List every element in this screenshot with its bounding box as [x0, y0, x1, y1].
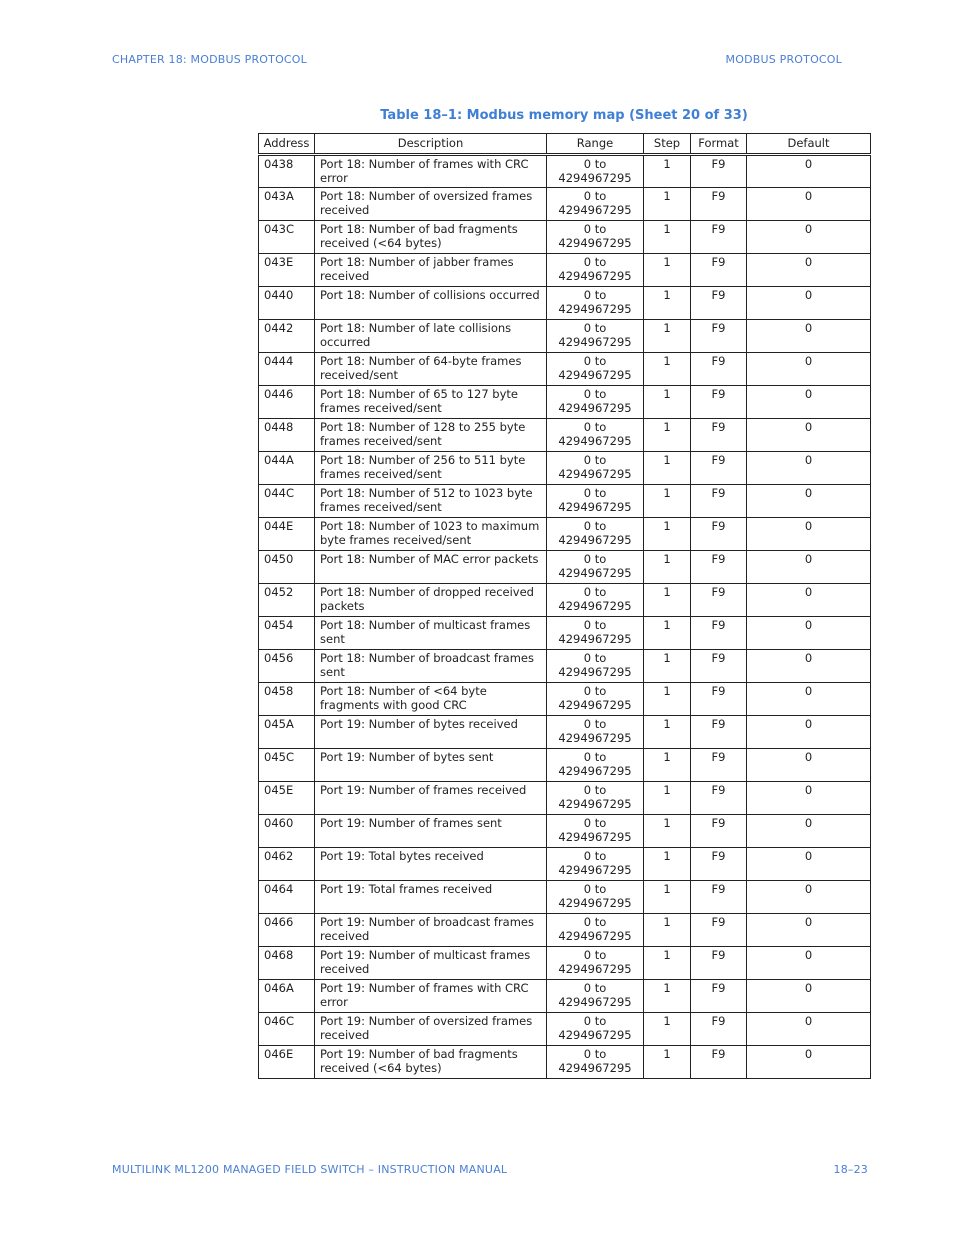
cell-format: F9	[691, 518, 747, 551]
cell-step: 1	[644, 485, 691, 518]
cell-address: 043E	[259, 254, 315, 287]
cell-step: 1	[644, 815, 691, 848]
cell-range: 0 to 4294967295	[547, 980, 644, 1013]
cell-default: 0	[747, 881, 871, 914]
cell-description: Port 18: Number of multicast frames sent	[315, 617, 547, 650]
cell-default: 0	[747, 518, 871, 551]
cell-step: 1	[644, 749, 691, 782]
column-header-description: Description	[315, 134, 547, 155]
table-row	[259, 980, 871, 1013]
cell-format: F9	[691, 716, 747, 749]
cell-step: 1	[644, 551, 691, 584]
cell-step: 1	[644, 650, 691, 683]
cell-step: 1	[644, 947, 691, 980]
table-row	[259, 1046, 871, 1079]
cell-address: 0462	[259, 848, 315, 881]
cell-default: 0	[747, 848, 871, 881]
table-row	[259, 419, 871, 452]
cell-range: 0 to 4294967295	[547, 881, 644, 914]
cell-address: 046A	[259, 980, 315, 1013]
table-row	[259, 914, 871, 947]
column-header-step: Step	[644, 134, 691, 155]
cell-address: 044A	[259, 452, 315, 485]
cell-address: 0442	[259, 320, 315, 353]
running-header-chapter: CHAPTER 18: MODBUS PROTOCOL	[112, 53, 307, 66]
cell-address: 0458	[259, 683, 315, 716]
cell-format: F9	[691, 254, 747, 287]
cell-step: 1	[644, 155, 691, 188]
running-footer-manual-title: MULTILINK ML1200 MANAGED FIELD SWITCH – INSTRUCTION MANUAL	[112, 1163, 508, 1176]
cell-address: 045E	[259, 782, 315, 815]
column-header-address: Address	[259, 134, 315, 155]
cell-step: 1	[644, 980, 691, 1013]
cell-range: 0 to 4294967295	[547, 650, 644, 683]
table-row	[259, 452, 871, 485]
cell-default: 0	[747, 353, 871, 386]
table-header-row	[259, 134, 871, 155]
cell-step: 1	[644, 386, 691, 419]
cell-step: 1	[644, 452, 691, 485]
cell-range: 0 to 4294967295	[547, 947, 644, 980]
cell-description: Port 18: Number of 64-byte frames received/sent	[315, 353, 547, 386]
cell-step: 1	[644, 287, 691, 320]
cell-description: Port 19: Number of oversized frames received	[315, 1013, 547, 1046]
cell-format: F9	[691, 386, 747, 419]
cell-format: F9	[691, 419, 747, 452]
cell-description: Port 18: Number of dropped received packets	[315, 584, 547, 617]
cell-range: 0 to 4294967295	[547, 254, 644, 287]
cell-format: F9	[691, 155, 747, 188]
running-header-section: MODBUS PROTOCOL	[725, 53, 842, 66]
modbus-memory-map-table	[258, 133, 871, 1079]
cell-range: 0 to 4294967295	[547, 551, 644, 584]
cell-format: F9	[691, 815, 747, 848]
cell-range: 0 to 4294967295	[547, 386, 644, 419]
cell-range: 0 to 4294967295	[547, 518, 644, 551]
cell-address: 043A	[259, 188, 315, 221]
cell-description: Port 18: Number of 1023 to maximum byte frames received/sent	[315, 518, 547, 551]
cell-description: Port 18: Number of collisions occurred	[315, 287, 547, 320]
cell-range: 0 to 4294967295	[547, 914, 644, 947]
cell-default: 0	[747, 1013, 871, 1046]
cell-address: 0454	[259, 617, 315, 650]
cell-range: 0 to 4294967295	[547, 287, 644, 320]
cell-step: 1	[644, 221, 691, 254]
cell-description: Port 18: Number of frames with CRC error	[315, 155, 547, 188]
cell-default: 0	[747, 485, 871, 518]
table-row	[259, 584, 871, 617]
cell-address: 046C	[259, 1013, 315, 1046]
cell-address: 045A	[259, 716, 315, 749]
table-row	[259, 518, 871, 551]
cell-description: Port 18: Number of <64 byte fragments with good CRC	[315, 683, 547, 716]
cell-address: 0464	[259, 881, 315, 914]
cell-description: Port 19: Total bytes received	[315, 848, 547, 881]
cell-default: 0	[747, 452, 871, 485]
cell-step: 1	[644, 584, 691, 617]
cell-address: 0440	[259, 287, 315, 320]
cell-step: 1	[644, 617, 691, 650]
cell-address: 044E	[259, 518, 315, 551]
cell-format: F9	[691, 221, 747, 254]
cell-address: 0446	[259, 386, 315, 419]
cell-address: 0452	[259, 584, 315, 617]
cell-address: 0438	[259, 155, 315, 188]
table-row	[259, 815, 871, 848]
cell-description: Port 19: Number of frames with CRC error	[315, 980, 547, 1013]
cell-default: 0	[747, 683, 871, 716]
cell-step: 1	[644, 320, 691, 353]
cell-range: 0 to 4294967295	[547, 188, 644, 221]
cell-step: 1	[644, 881, 691, 914]
cell-range: 0 to 4294967295	[547, 848, 644, 881]
cell-description: Port 19: Number of frames received	[315, 782, 547, 815]
table-row	[259, 320, 871, 353]
cell-format: F9	[691, 683, 747, 716]
cell-description: Port 19: Number of bytes received	[315, 716, 547, 749]
cell-address: 0460	[259, 815, 315, 848]
table-body	[259, 155, 871, 1079]
cell-address: 0456	[259, 650, 315, 683]
table-row	[259, 386, 871, 419]
cell-address: 045C	[259, 749, 315, 782]
cell-format: F9	[691, 881, 747, 914]
cell-default: 0	[747, 815, 871, 848]
cell-step: 1	[644, 419, 691, 452]
table-row	[259, 551, 871, 584]
cell-format: F9	[691, 188, 747, 221]
cell-address: 0444	[259, 353, 315, 386]
cell-format: F9	[691, 1013, 747, 1046]
cell-description: Port 18: Number of 65 to 127 byte frames received/sent	[315, 386, 547, 419]
table-row	[259, 287, 871, 320]
cell-description: Port 18: Number of 256 to 511 byte frames received/sent	[315, 452, 547, 485]
table-row	[259, 716, 871, 749]
cell-description: Port 18: Number of 128 to 255 byte frames received/sent	[315, 419, 547, 452]
cell-default: 0	[747, 155, 871, 188]
cell-address: 0466	[259, 914, 315, 947]
cell-description: Port 18: Number of oversized frames received	[315, 188, 547, 221]
cell-default: 0	[747, 320, 871, 353]
table-row	[259, 947, 871, 980]
table-row	[259, 683, 871, 716]
cell-description: Port 19: Number of multicast frames received	[315, 947, 547, 980]
cell-range: 0 to 4294967295	[547, 782, 644, 815]
cell-format: F9	[691, 848, 747, 881]
cell-address: 0450	[259, 551, 315, 584]
cell-default: 0	[747, 980, 871, 1013]
table-row	[259, 881, 871, 914]
cell-format: F9	[691, 287, 747, 320]
cell-format: F9	[691, 749, 747, 782]
cell-step: 1	[644, 353, 691, 386]
cell-address: 043C	[259, 221, 315, 254]
cell-default: 0	[747, 287, 871, 320]
column-header-default: Default	[747, 134, 871, 155]
cell-default: 0	[747, 617, 871, 650]
cell-description: Port 18: Number of broadcast frames sent	[315, 650, 547, 683]
cell-range: 0 to 4294967295	[547, 485, 644, 518]
column-header-format: Format	[691, 134, 747, 155]
cell-range: 0 to 4294967295	[547, 815, 644, 848]
cell-default: 0	[747, 1046, 871, 1079]
cell-format: F9	[691, 947, 747, 980]
cell-format: F9	[691, 584, 747, 617]
cell-default: 0	[747, 188, 871, 221]
table-row	[259, 254, 871, 287]
page-number: 18–23	[833, 1163, 868, 1176]
cell-range: 0 to 4294967295	[547, 155, 644, 188]
cell-description: Port 18: Number of MAC error packets	[315, 551, 547, 584]
table-row	[259, 848, 871, 881]
cell-range: 0 to 4294967295	[547, 1046, 644, 1079]
cell-default: 0	[747, 254, 871, 287]
column-header-range: Range	[547, 134, 644, 155]
cell-default: 0	[747, 386, 871, 419]
cell-format: F9	[691, 551, 747, 584]
table-row	[259, 782, 871, 815]
cell-default: 0	[747, 914, 871, 947]
cell-range: 0 to 4294967295	[547, 683, 644, 716]
cell-description: Port 19: Number of frames sent	[315, 815, 547, 848]
cell-format: F9	[691, 617, 747, 650]
table-row	[259, 221, 871, 254]
cell-range: 0 to 4294967295	[547, 716, 644, 749]
cell-default: 0	[747, 782, 871, 815]
cell-range: 0 to 4294967295	[547, 320, 644, 353]
cell-range: 0 to 4294967295	[547, 353, 644, 386]
cell-description: Port 19: Number of broadcast frames received	[315, 914, 547, 947]
cell-step: 1	[644, 518, 691, 551]
cell-step: 1	[644, 254, 691, 287]
table-row	[259, 353, 871, 386]
table-row	[259, 1013, 871, 1046]
cell-step: 1	[644, 716, 691, 749]
cell-default: 0	[747, 749, 871, 782]
cell-range: 0 to 4294967295	[547, 452, 644, 485]
cell-format: F9	[691, 320, 747, 353]
table-row	[259, 749, 871, 782]
cell-format: F9	[691, 650, 747, 683]
cell-format: F9	[691, 452, 747, 485]
cell-address: 0468	[259, 947, 315, 980]
cell-description: Port 19: Number of bad fragments received (<64 bytes)	[315, 1046, 547, 1079]
cell-format: F9	[691, 914, 747, 947]
table-row	[259, 155, 871, 188]
cell-description: Port 18: Number of bad fragments received (<64 bytes)	[315, 221, 547, 254]
cell-step: 1	[644, 782, 691, 815]
cell-default: 0	[747, 551, 871, 584]
cell-description: Port 18: Number of 512 to 1023 byte frames received/sent	[315, 485, 547, 518]
cell-step: 1	[644, 1046, 691, 1079]
cell-default: 0	[747, 716, 871, 749]
cell-default: 0	[747, 584, 871, 617]
table-caption: Table 18–1: Modbus memory map (Sheet 20 of 33)	[380, 108, 748, 123]
cell-range: 0 to 4294967295	[547, 419, 644, 452]
cell-address: 044C	[259, 485, 315, 518]
cell-format: F9	[691, 782, 747, 815]
table-row	[259, 485, 871, 518]
table-row	[259, 188, 871, 221]
cell-default: 0	[747, 947, 871, 980]
table-row	[259, 650, 871, 683]
cell-description: Port 19: Total frames received	[315, 881, 547, 914]
cell-default: 0	[747, 419, 871, 452]
cell-format: F9	[691, 1046, 747, 1079]
cell-step: 1	[644, 683, 691, 716]
cell-description: Port 19: Number of bytes sent	[315, 749, 547, 782]
cell-address: 0448	[259, 419, 315, 452]
cell-range: 0 to 4294967295	[547, 617, 644, 650]
cell-format: F9	[691, 980, 747, 1013]
cell-step: 1	[644, 914, 691, 947]
cell-range: 0 to 4294967295	[547, 1013, 644, 1046]
cell-format: F9	[691, 485, 747, 518]
cell-step: 1	[644, 188, 691, 221]
cell-range: 0 to 4294967295	[547, 749, 644, 782]
cell-step: 1	[644, 1013, 691, 1046]
cell-range: 0 to 4294967295	[547, 584, 644, 617]
cell-address: 046E	[259, 1046, 315, 1079]
cell-range: 0 to 4294967295	[547, 221, 644, 254]
table-row	[259, 617, 871, 650]
cell-format: F9	[691, 353, 747, 386]
cell-description: Port 18: Number of jabber frames received	[315, 254, 547, 287]
cell-description: Port 18: Number of late collisions occurred	[315, 320, 547, 353]
cell-step: 1	[644, 848, 691, 881]
cell-default: 0	[747, 221, 871, 254]
cell-default: 0	[747, 650, 871, 683]
